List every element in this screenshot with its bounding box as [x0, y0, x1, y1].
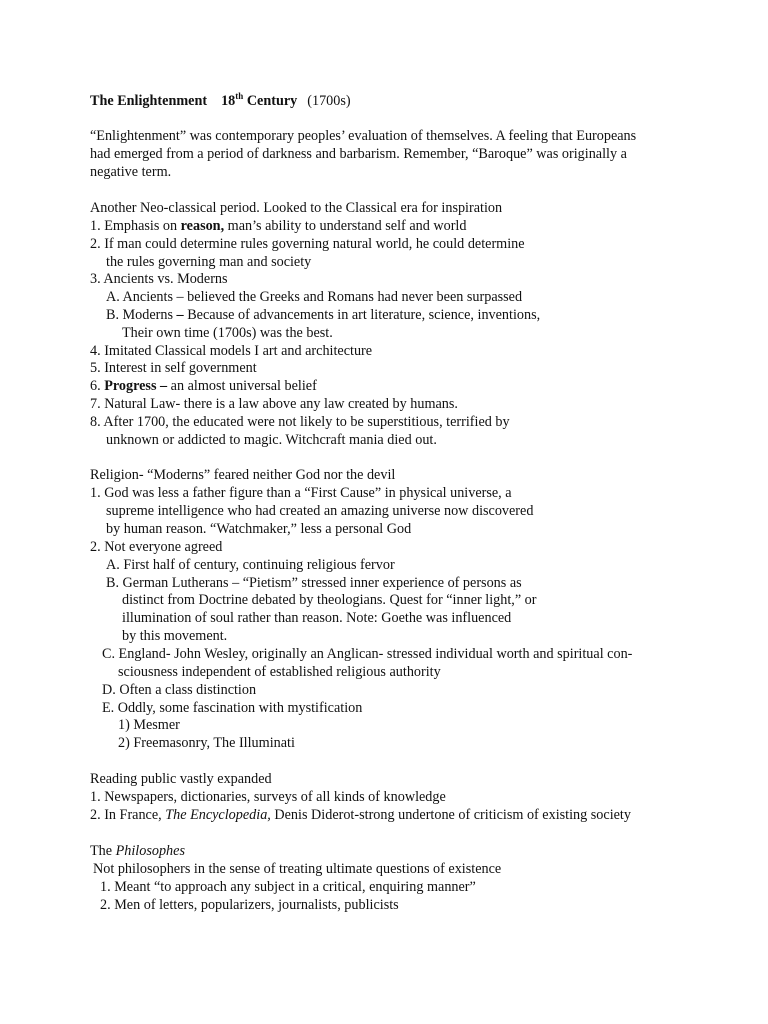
neo-item-2: 2. If man could determine rules governing natural world, he could determine — [90, 236, 525, 252]
neo-item-8-cont: unknown or addicted to magic. Witchcraft mania died out. — [106, 432, 437, 448]
intro-line-3: negative term. — [90, 164, 172, 180]
religion-item-2b-cont-1: distinct from Doctrine debated by theologians. Quest for “inner light,” or — [122, 592, 537, 608]
neo-item-1-rest: man’s ability to understand self and world — [224, 218, 467, 234]
neo-item-3: 3. Ancients vs. Moderns — [90, 271, 228, 287]
religion-item-2b-cont-2: illumination of soul rather than reason. Note: Goethe was influenced — [122, 610, 512, 626]
religion-item-2c-cont: sciousness independent of established religious authority — [118, 664, 441, 680]
neo-item-5: 5. Interest in self government — [90, 360, 257, 376]
religion-item-2: 2. Not everyone agreed — [90, 539, 223, 555]
reading-item-1: 1. Newspapers, dictionaries, surveys of all kinds of knowledge — [90, 789, 446, 805]
neo-item-1 — [90, 218, 466, 236]
philosophes-heading-italic: Philosophes — [115, 843, 185, 859]
intro-line-2: had emerged from a period of darkness and barbarism. Remember, “Baroque” was originally a — [90, 146, 627, 162]
religion-item-2d: D. Often a class distinction — [102, 682, 257, 698]
religion-item-2c: C. England- John Wesley, originally an Anglican- stressed individual worth and spiritual con- — [102, 646, 633, 662]
reading-item-2-italic: The Encyclopedia, — [165, 807, 271, 823]
title-century-superscript: th — [235, 91, 244, 101]
intro-line-1: “Enlightenment” was contemporary peoples’ evaluation of themselves. A feeling that Europeans — [90, 128, 637, 144]
religion-item-2e-2: 2) Freemasonry, The Illuminati — [118, 735, 295, 751]
religion-item-1: 1. God was less a father figure than a “First Cause” in physical universe, a — [90, 485, 512, 501]
title-main: The Enlightenment — [90, 93, 208, 109]
neo-item-8: 8. After 1700, the educated were not likely to be superstitious, terrified by — [90, 414, 510, 430]
neo-item-2-cont: the rules governing man and society — [106, 254, 312, 270]
religion-item-2b-cont-3: by this movement. — [122, 628, 228, 644]
philosophes-item-1: 1. Meant “to approach any subject in a critical, enquiring manner” — [100, 879, 476, 895]
neo-heading: Another Neo-classical period. Looked to the Classical era for inspiration — [90, 200, 503, 216]
neo-item-1-bold: reason, — [180, 218, 225, 234]
philosophes-heading-prefix: The — [90, 843, 116, 859]
neo-item-6-prefix: 6. — [90, 378, 105, 394]
religion-item-2e-1: 1) Mesmer — [118, 717, 180, 733]
document-title — [90, 93, 351, 111]
neo-item-1-prefix: 1. Emphasis on — [90, 218, 181, 234]
neo-item-3b-cont: Their own time (1700s) was the best. — [122, 325, 333, 341]
title-century-number: 18 — [221, 93, 236, 109]
neo-item-4: 4. Imitated Classical models I art and architecture — [90, 343, 373, 359]
reading-item-2 — [90, 807, 631, 825]
neo-item-3b-prefix: B. Moderns — [106, 307, 177, 323]
neo-item-6-rest: an almost universal belief — [167, 378, 317, 394]
reading-item-2-rest: Denis Diderot-strong undertone of criticism of existing society — [270, 807, 631, 823]
religion-heading: Religion- “Moderns” feared neither God nor the devil — [90, 467, 396, 483]
religion-item-2e: E. Oddly, some fascination with mystification — [102, 700, 363, 716]
reading-item-2-prefix: 2. In France, — [90, 807, 166, 823]
philosophes-intro: Not philosophers in the sense of treating ultimate questions of existence — [93, 861, 502, 877]
religion-item-2b: B. German Lutherans – “Pietism” stressed inner experience of persons as — [106, 575, 522, 591]
neo-item-3a: A. Ancients – believed the Greeks and Romans had never been surpassed — [106, 289, 523, 305]
neo-item-7: 7. Natural Law- there is a law above any law created by humans. — [90, 396, 458, 412]
neo-item-3b-dash: – — [176, 307, 184, 323]
religion-item-1-cont-1: supreme intelligence who had created an amazing universe now discovered — [106, 503, 534, 519]
neo-item-6-bold: Progress – — [104, 378, 168, 394]
religion-item-1-cont-2: by human reason. “Watchmaker,” less a personal God — [106, 521, 412, 537]
neo-item-6 — [90, 378, 317, 396]
reading-heading: Reading public vastly expanded — [90, 771, 272, 787]
title-century-word: Century — [246, 93, 298, 109]
religion-item-2a: A. First half of century, continuing religious fervor — [106, 557, 395, 573]
neo-item-3b-rest: Because of advancements in art literature, science, inventions, — [183, 307, 541, 323]
philosophes-item-2: 2. Men of letters, popularizers, journalists, publicists — [100, 897, 399, 913]
title-years: (1700s) — [307, 93, 351, 109]
neo-item-3b — [106, 307, 540, 325]
philosophes-heading — [90, 843, 185, 861]
